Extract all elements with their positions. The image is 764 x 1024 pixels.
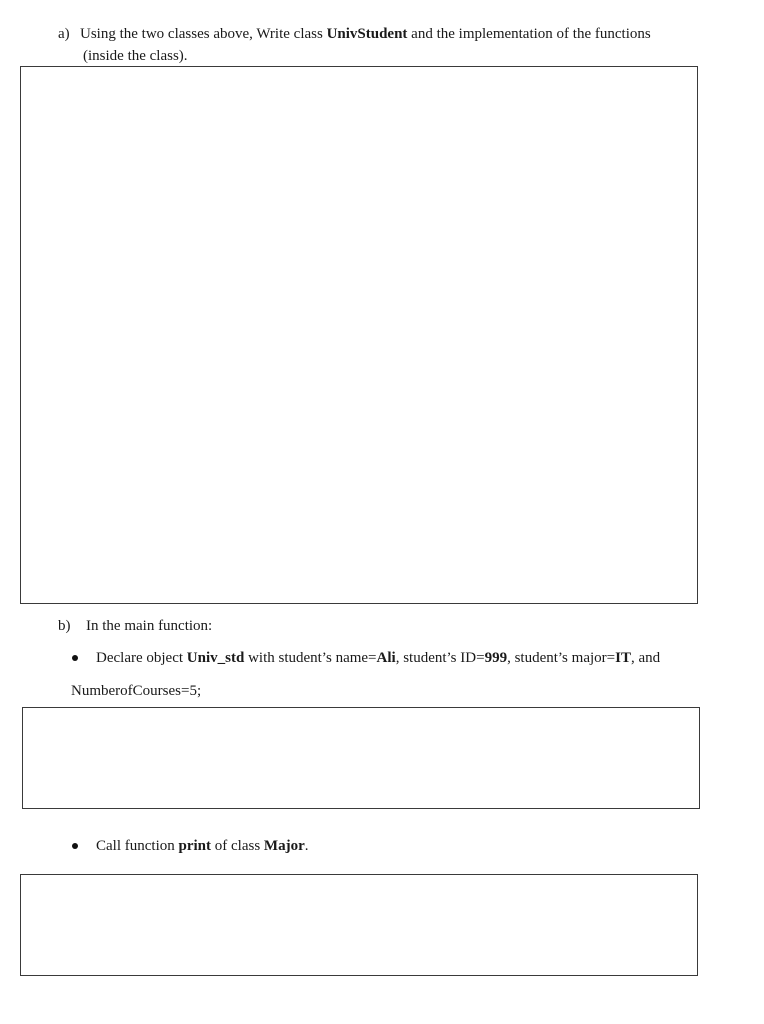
- student-id-value: 999: [484, 650, 508, 666]
- bullet-2-text-1: Call function: [96, 838, 179, 854]
- object-name: Univ_std: [186, 650, 245, 666]
- bullet-1-text-4: , student’s major=: [507, 650, 616, 666]
- bullet-1-text-2: with student’s name=: [244, 650, 377, 666]
- class-name-major: Major: [263, 838, 305, 854]
- student-name-value: Ali: [376, 650, 396, 666]
- part-b-intro: In the main function:: [86, 618, 213, 634]
- bullet-1-line2: NumberofCourses=5;: [71, 683, 202, 699]
- part-a-instruction-line2: (inside the class).: [83, 48, 188, 64]
- function-name-print: print: [178, 838, 212, 854]
- bullet-2-icon: [72, 843, 78, 849]
- bullet-2-text-3: .: [304, 838, 309, 854]
- part-a-instruction-line1: [80, 25, 651, 43]
- student-major-value: IT: [615, 650, 631, 666]
- answer-box-a[interactable]: [20, 66, 698, 604]
- bullet-1-text-1: Declare object: [96, 650, 187, 666]
- part-a-text-1: Using the two classes above, Write class: [80, 26, 327, 42]
- bullet-2-text-2: of class: [211, 838, 264, 854]
- bullet-1-line1: [96, 649, 660, 667]
- answer-box-b2[interactable]: [20, 874, 698, 976]
- bullet-1-text-5: , and: [630, 650, 661, 666]
- part-a-label: a): [58, 26, 70, 42]
- bullet-2-line: [96, 837, 308, 855]
- bullet-1-text-3: , student’s ID=: [395, 650, 485, 666]
- class-name-univstudent: UnivStudent: [326, 26, 408, 42]
- answer-box-b1[interactable]: [22, 707, 700, 809]
- part-b-label: b): [58, 618, 71, 634]
- part-a-text-2: and the implementation of the functions: [407, 26, 651, 42]
- bullet-1-icon: [72, 655, 78, 661]
